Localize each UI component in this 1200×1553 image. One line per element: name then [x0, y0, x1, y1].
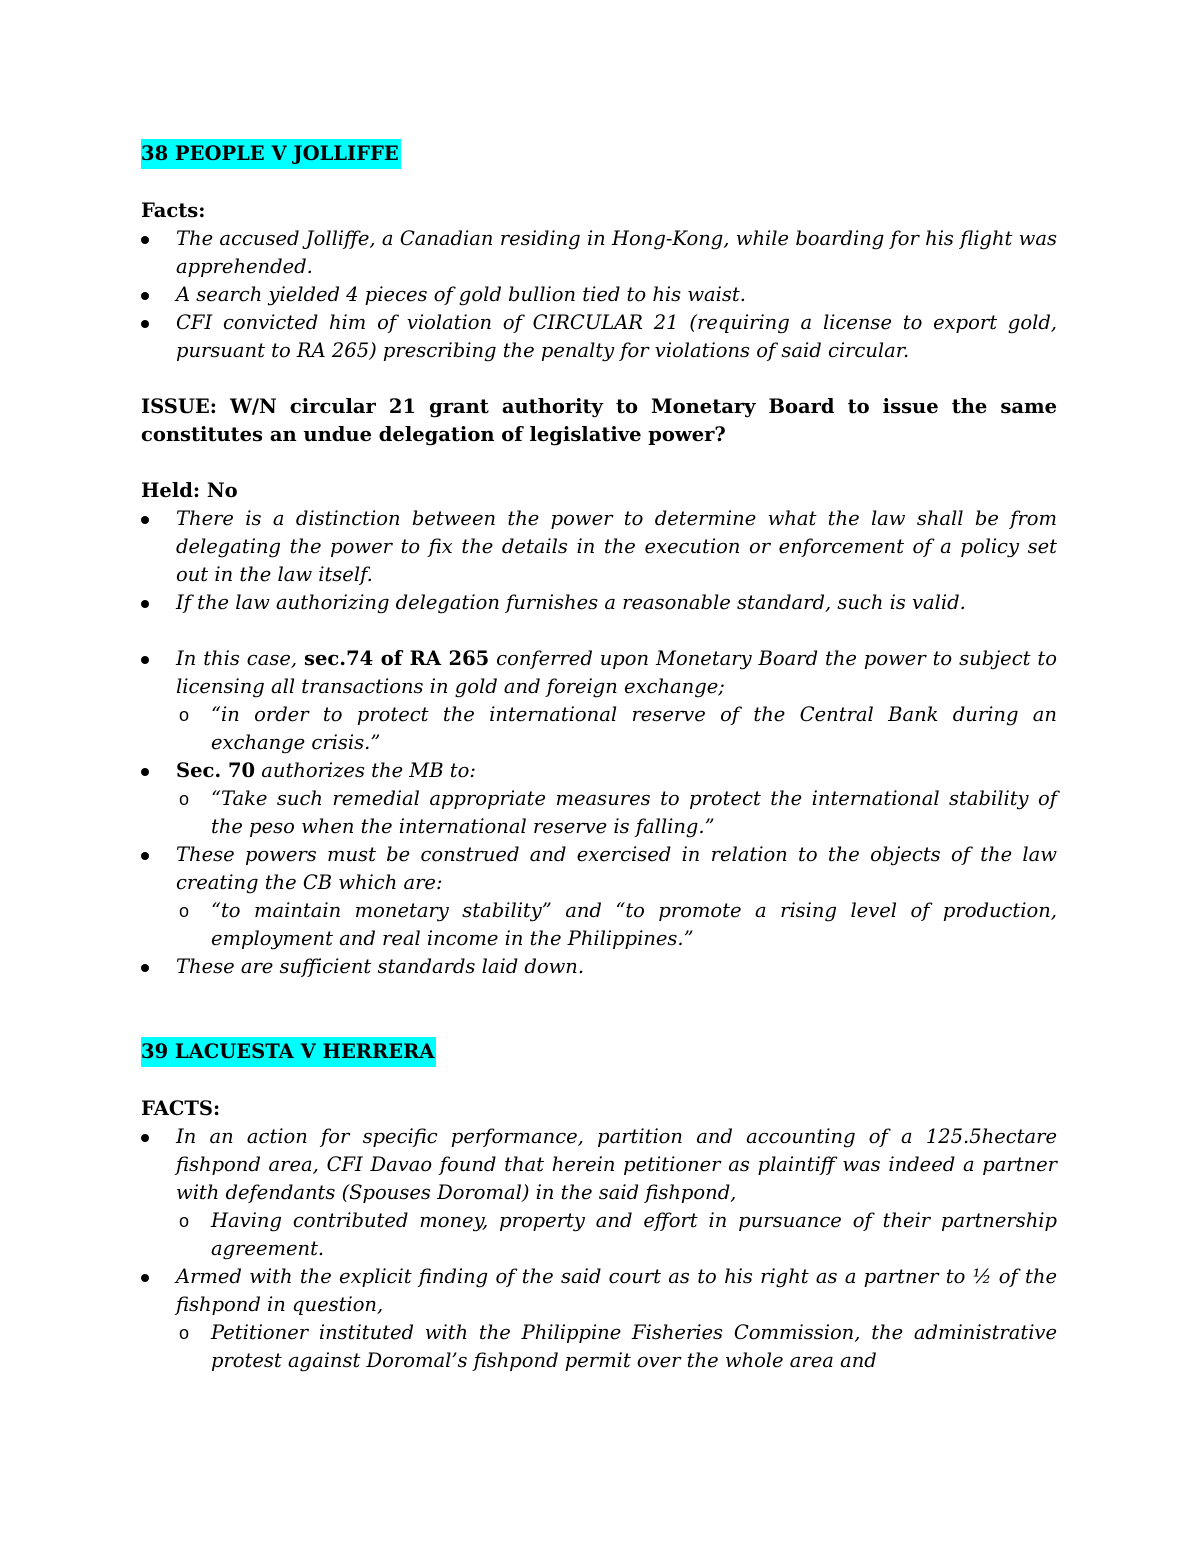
sub-list-item: o “in order to protect the international reserve of the Central Bank during an exchange crisis.”: [179, 703, 1057, 754]
facts-label: Facts:: [141, 199, 206, 222]
circle-bullet-icon: o: [179, 1211, 190, 1231]
bullet-icon: [141, 600, 149, 608]
held-details-list: [141, 645, 1057, 981]
sub-list-item: o “to maintain monetary stability” and “to promote a rising level of production, employment and real income in the Philippines.”: [179, 899, 1057, 950]
sub-list-item: o “Take such remedial appropriate measures to protect the international stability of the peso when the international reserve is falling.”: [179, 787, 1057, 838]
bullet-icon: [141, 852, 149, 860]
case-38-title: 38 PEOPLE V JOLLIFFE: [141, 139, 401, 169]
case-39-heading: [141, 1037, 1057, 1067]
issue-statement: ISSUE: W/N circular 21 grant authority to Monetary Board to issue the same constitutes an undue delegation of legislative power?: [141, 395, 1057, 446]
list-item: In an action for specific performance, partition and accounting of a 125.5hectare fishpond area, CFI Davao found that herein petitioner as plaintiff was indeed a partner with defendants (Spouses Doromal) in the said fishpond, o Having contributed money, property and effort in pursuance of their partnership agreement.: [141, 1123, 1057, 1263]
list-item: These powers must be construed and exercised in relation to the objects of the law creating the CB which are: o “to maintain monetary stability” and “to promote a rising level of production, employment and real income in the Philippines.”: [141, 841, 1057, 953]
bullet-icon: [141, 516, 149, 524]
circle-bullet-icon: o: [179, 789, 190, 809]
list-item: CFI convicted him of violation of CIRCULAR 21 (requiring a license to export gold, pursuant to RA 265) prescribing the penalty for violations of said circular.: [141, 309, 1057, 365]
list-item: A search yielded 4 pieces of gold bullion tied to his waist.: [141, 281, 1057, 309]
facts-label: FACTS:: [141, 1097, 221, 1120]
bullet-icon: [141, 768, 149, 776]
sub-list-item: o Petitioner instituted with the Philippine Fisheries Commission, the administrative protest against Doromal’s fishpond permit over the whole area and: [179, 1321, 1057, 1372]
list-item: There is a distinction between the power to determine what the law shall be from delegating the power to fix the details in the execution or enforcement of a policy set out in the law itself.: [141, 505, 1057, 589]
held-label: Held: No: [141, 479, 238, 502]
list-item: These are sufficient standards laid down.: [141, 953, 1057, 981]
circle-bullet-icon: o: [179, 705, 190, 725]
bullet-icon: [141, 656, 149, 664]
list-item: Armed with the explicit finding of the said court as to his right as a partner to ½ of the fishpond in question, o Petitioner instituted with the Philippine Fisheries Commission, the administrative protest against Doromal’s fishpond permit over the whole area and: [141, 1263, 1057, 1375]
document-page: [141, 139, 1057, 1375]
bullet-icon: [141, 236, 149, 244]
case-38-heading: [141, 139, 1057, 169]
bullet-icon: [141, 292, 149, 300]
bullet-icon: [141, 320, 149, 328]
bullet-icon: [141, 1134, 149, 1142]
sub-list-item: o Having contributed money, property and effort in pursuance of their partnership agreement.: [179, 1209, 1057, 1260]
bullet-icon: [141, 1274, 149, 1282]
list-item: In this case, sec.74 of RA 265 conferred upon Monetary Board the power to subject to licensing all transactions in gold and foreign exchange; o “in order to protect the international reserve of the Central Bank during an exchange crisis.”: [141, 645, 1057, 757]
facts-list: [141, 225, 1057, 365]
circle-bullet-icon: o: [179, 1323, 190, 1343]
facts-list: [141, 1123, 1057, 1375]
bullet-icon: [141, 964, 149, 972]
list-item: Sec. 70 authorizes the MB to: o “Take such remedial appropriate measures to protect the international stability of the peso when the international reserve is falling.”: [141, 757, 1057, 841]
list-item: The accused Jolliffe, a Canadian residing in Hong-Kong, while boarding for his flight was apprehended.: [141, 225, 1057, 281]
list-item: If the law authorizing delegation furnishes a reasonable standard, such is valid.: [141, 589, 1057, 617]
circle-bullet-icon: o: [179, 901, 190, 921]
case-39-title: 39 LACUESTA V HERRERA: [141, 1037, 436, 1067]
held-list: [141, 505, 1057, 617]
